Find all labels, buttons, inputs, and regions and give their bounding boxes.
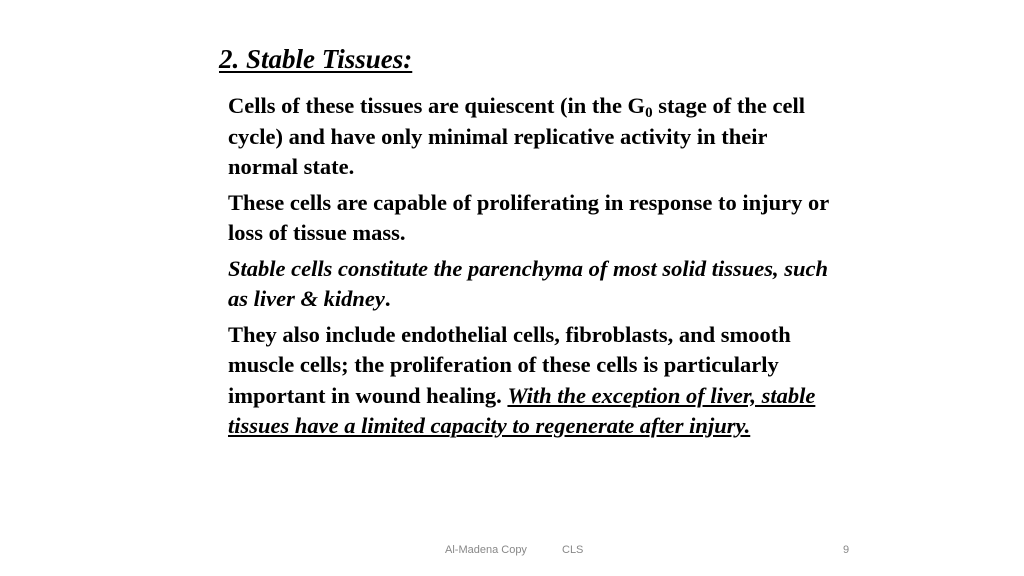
slide-title: 2. Stable Tissues:: [219, 44, 413, 74]
paragraph-wound-healing: [228, 320, 838, 442]
g-zero-subscript: 0: [645, 105, 653, 121]
footer-course: CLS: [562, 544, 584, 556]
paragraph-quiescent-text-cont: stage of the cell cycle) and have only minimal replicative activity in their normal state.: [228, 93, 806, 179]
paragraph-proliferating: [228, 188, 838, 249]
slide-page-number: 9: [843, 544, 850, 556]
paragraph-quiescent-text: Cells of these tissues are quiescent (in the G: [228, 93, 646, 118]
paragraph-parenchyma: [228, 254, 838, 315]
paragraph-proliferating-text: These cells are capable of proliferating in response to injury or loss of tissue mass.: [228, 189, 829, 245]
paragraph-parenchyma-period: .: [384, 286, 391, 311]
slide-body: [228, 91, 838, 447]
paragraph-wound-healing-text: They also include endothelial cells, fibroblasts, and smooth muscle cells; the proliferation of these cells is particularly important in wound healing.: [228, 321, 791, 408]
paragraph-liver-exception: With the exception of liver, stable tissues have a limited capacity to regenerate after injury.: [228, 382, 816, 438]
footer-source: Al-Madena Copy: [445, 544, 527, 556]
paragraph-parenchyma-text: Stable cells constitute the parenchyma of most solid tissues, such as liver & kidney: [228, 255, 829, 311]
paragraph-quiescent: [228, 91, 838, 183]
